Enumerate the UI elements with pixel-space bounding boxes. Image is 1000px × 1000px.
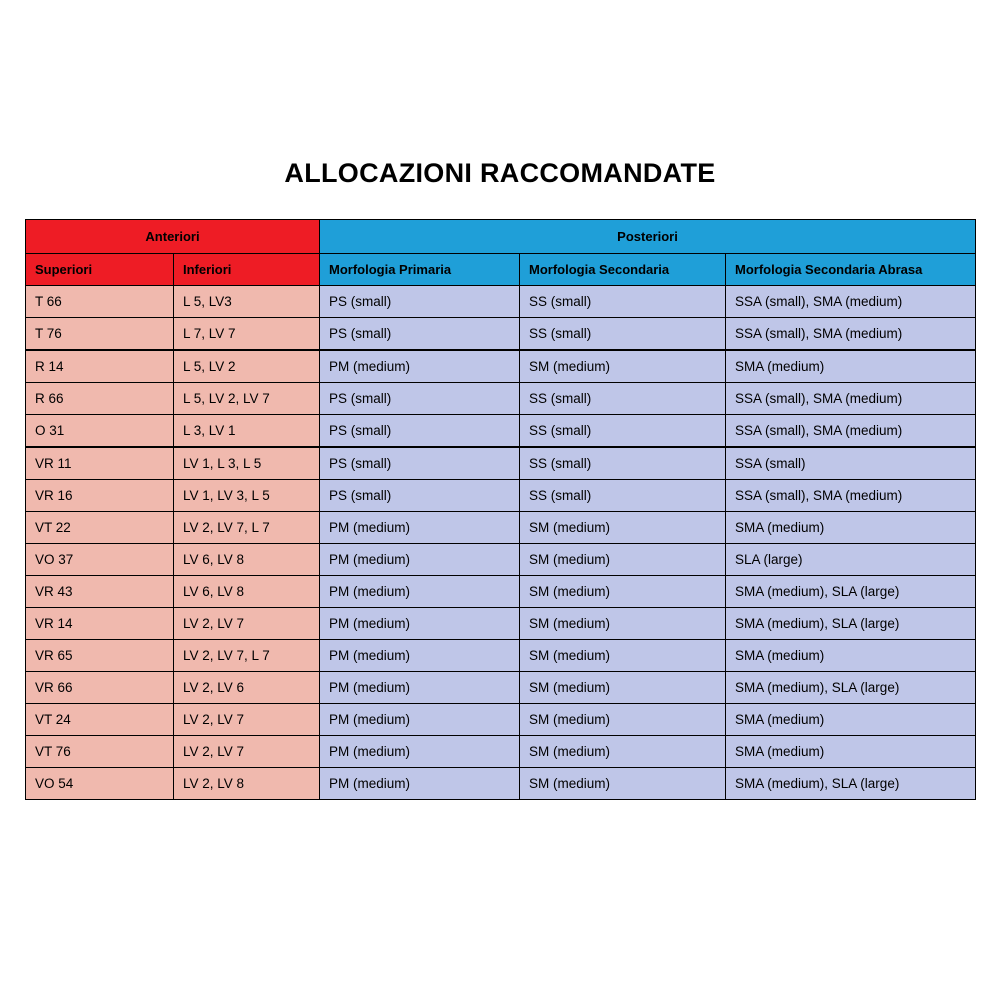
table-row	[26, 640, 976, 672]
group-header-posteriori: Posteriori	[320, 220, 976, 254]
table-cell: SLA (large)	[726, 544, 976, 576]
table-cell: PM (medium)	[320, 350, 520, 383]
table-cell: L 5, LV 2, LV 7	[174, 383, 320, 415]
table-cell: SM (medium)	[520, 512, 726, 544]
table-cell: LV 6, LV 8	[174, 544, 320, 576]
table-cell: T 76	[26, 318, 174, 351]
table-cell: L 5, LV 2	[174, 350, 320, 383]
table-row	[26, 704, 976, 736]
table-row	[26, 544, 976, 576]
table-cell: VO 54	[26, 768, 174, 800]
table-cell: SMA (medium), SLA (large)	[726, 608, 976, 640]
table-cell: PS (small)	[320, 480, 520, 512]
table-cell: VR 43	[26, 576, 174, 608]
table-cell: SM (medium)	[520, 576, 726, 608]
table-cell: SM (medium)	[520, 768, 726, 800]
table-cell: SS (small)	[520, 286, 726, 318]
column-header-inferiori: Inferiori	[174, 254, 320, 286]
table-cell: VO 37	[26, 544, 174, 576]
table-cell: SS (small)	[520, 318, 726, 351]
column-header-morfologia-primaria: Morfologia Primaria	[320, 254, 520, 286]
table-cell: SM (medium)	[520, 704, 726, 736]
table-head	[26, 220, 976, 286]
table-cell: LV 2, LV 7	[174, 736, 320, 768]
table-cell: PS (small)	[320, 383, 520, 415]
table-cell: VR 65	[26, 640, 174, 672]
table-cell: LV 2, LV 7, L 7	[174, 640, 320, 672]
table-cell: VT 76	[26, 736, 174, 768]
table-row	[26, 736, 976, 768]
table-row	[26, 383, 976, 415]
table-cell: PM (medium)	[320, 512, 520, 544]
table-cell: SMA (medium)	[726, 512, 976, 544]
table-cell: SSA (small), SMA (medium)	[726, 480, 976, 512]
table-cell: SM (medium)	[520, 544, 726, 576]
table-cell: LV 1, L 3, L 5	[174, 447, 320, 480]
table-cell: L 7, LV 7	[174, 318, 320, 351]
table-cell: SMA (medium), SLA (large)	[726, 768, 976, 800]
table-cell: PS (small)	[320, 415, 520, 448]
column-header-row	[26, 254, 976, 286]
allocations-table	[25, 219, 976, 800]
table-cell: VR 14	[26, 608, 174, 640]
table-cell: PS (small)	[320, 318, 520, 351]
table-cell: PM (medium)	[320, 736, 520, 768]
table-cell: SMA (medium), SLA (large)	[726, 576, 976, 608]
table-cell: LV 2, LV 7, L 7	[174, 512, 320, 544]
table-cell: SMA (medium), SLA (large)	[726, 672, 976, 704]
group-header-anteriori: Anteriori	[26, 220, 320, 254]
table-cell: LV 2, LV 8	[174, 768, 320, 800]
table-cell: SM (medium)	[520, 350, 726, 383]
table-row	[26, 768, 976, 800]
table-cell: SMA (medium)	[726, 704, 976, 736]
table-cell: VR 16	[26, 480, 174, 512]
table-cell: SM (medium)	[520, 608, 726, 640]
table-cell: SS (small)	[520, 383, 726, 415]
table-cell: SSA (small), SMA (medium)	[726, 415, 976, 448]
allocations-table-wrapper	[25, 219, 975, 800]
table-cell: O 31	[26, 415, 174, 448]
table-cell: SS (small)	[520, 480, 726, 512]
page-title: ALLOCAZIONI RACCOMANDATE	[284, 158, 716, 188]
table-cell: PM (medium)	[320, 768, 520, 800]
table-cell: PS (small)	[320, 286, 520, 318]
table-cell: SS (small)	[520, 415, 726, 448]
table-cell: SM (medium)	[520, 672, 726, 704]
column-header-morfologia-secondaria-abrasa: Morfologia Secondaria Abrasa	[726, 254, 976, 286]
table-cell: PM (medium)	[320, 704, 520, 736]
table-cell: SSA (small), SMA (medium)	[726, 286, 976, 318]
table-cell: R 14	[26, 350, 174, 383]
column-header-superiori: Superiori	[26, 254, 174, 286]
table-cell: SS (small)	[520, 447, 726, 480]
table-cell: SMA (medium)	[726, 640, 976, 672]
table-row	[26, 576, 976, 608]
table-cell: VT 24	[26, 704, 174, 736]
table-cell: LV 2, LV 7	[174, 704, 320, 736]
table-cell: R 66	[26, 383, 174, 415]
table-cell: PM (medium)	[320, 544, 520, 576]
table-row	[26, 480, 976, 512]
table-row	[26, 350, 976, 383]
table-row	[26, 415, 976, 448]
table-cell: LV 2, LV 6	[174, 672, 320, 704]
table-row	[26, 318, 976, 351]
table-cell: SMA (medium)	[726, 350, 976, 383]
table-row	[26, 672, 976, 704]
table-row	[26, 512, 976, 544]
table-body	[26, 286, 976, 800]
table-cell: PS (small)	[320, 447, 520, 480]
table-cell: L 3, LV 1	[174, 415, 320, 448]
group-header-row	[26, 220, 976, 254]
table-cell: L 5, LV3	[174, 286, 320, 318]
table-cell: VT 22	[26, 512, 174, 544]
table-row	[26, 286, 976, 318]
table-cell: PM (medium)	[320, 640, 520, 672]
table-cell: SM (medium)	[520, 640, 726, 672]
table-cell: SSA (small), SMA (medium)	[726, 383, 976, 415]
table-cell: T 66	[26, 286, 174, 318]
table-cell: VR 66	[26, 672, 174, 704]
table-cell: SSA (small), SMA (medium)	[726, 318, 976, 351]
table-cell: VR 11	[26, 447, 174, 480]
table-cell: SMA (medium)	[726, 736, 976, 768]
table-cell: SSA (small)	[726, 447, 976, 480]
table-cell: SM (medium)	[520, 736, 726, 768]
column-header-morfologia-secondaria: Morfologia Secondaria	[520, 254, 726, 286]
table-cell: PM (medium)	[320, 608, 520, 640]
table-row	[26, 447, 976, 480]
table-cell: PM (medium)	[320, 672, 520, 704]
table-cell: LV 6, LV 8	[174, 576, 320, 608]
table-cell: LV 2, LV 7	[174, 608, 320, 640]
table-cell: PM (medium)	[320, 576, 520, 608]
table-row	[26, 608, 976, 640]
table-cell: LV 1, LV 3, L 5	[174, 480, 320, 512]
